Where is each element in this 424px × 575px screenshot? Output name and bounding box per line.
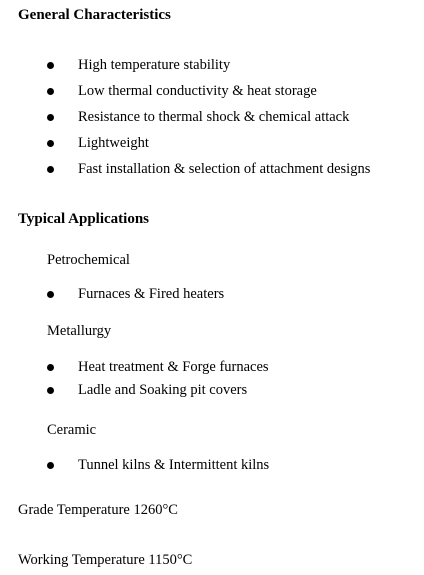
bullet-icon [47,166,54,173]
list-item: Lightweight [78,135,149,151]
group-label-metallurgy: Metallurgy [47,323,112,339]
list-item: Low thermal conductivity & heat storage [78,83,317,99]
bullet-icon [47,387,54,394]
list-item: Ladle and Soaking pit covers [78,382,248,398]
section-heading-general: General Characteristics [18,7,171,23]
group-label-petrochemical: Petrochemical [47,252,130,268]
bullet-icon [47,462,54,469]
bullet-icon [47,291,54,298]
bullet-icon [47,364,54,371]
list-item: Tunnel kilns & Intermittent kilns [78,457,270,473]
bullet-icon [47,62,54,69]
section-heading-applications: Typical Applications [18,211,150,227]
list-item: Furnaces & Fired heaters [78,286,225,302]
list-item: Heat treatment & Forge furnaces [78,359,269,375]
list-item: Fast installation & selection of attachment designs [78,161,371,177]
bullet-icon [47,114,54,121]
working-temperature: Working Temperature 1150°C [18,552,193,568]
grade-temperature: Grade Temperature 1260°C [18,502,178,518]
bullet-icon [47,140,54,147]
bullet-icon [47,88,54,95]
list-item: High temperature stability [78,57,231,73]
list-item: Resistance to thermal shock & chemical attack [78,109,350,125]
group-label-ceramic: Ceramic [47,422,97,438]
